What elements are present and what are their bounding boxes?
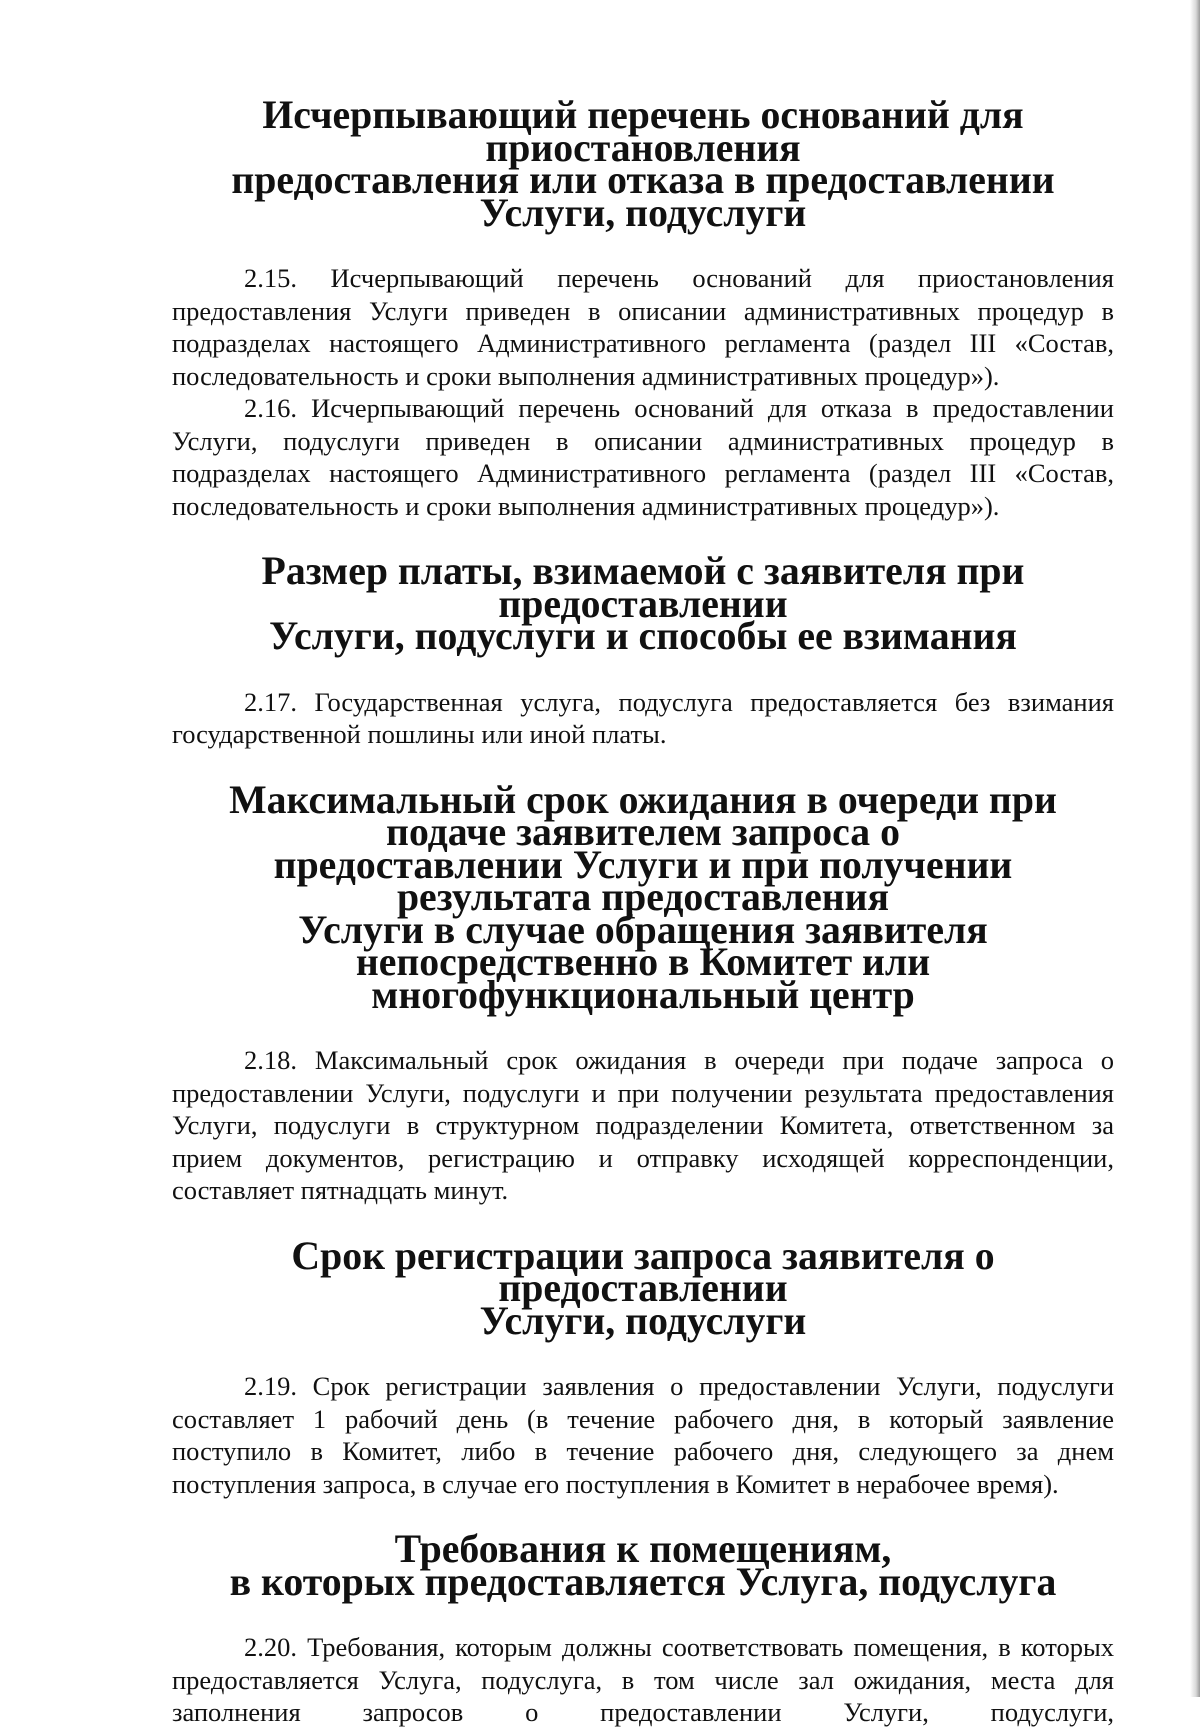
page-edge-shadow [1190, 0, 1200, 1697]
heading-line: Исчерпывающий перечень оснований для приостановления [262, 93, 1024, 170]
section-heading-queue-time [172, 777, 1114, 1017]
paragraph-2-19: 2.19. Срок регистрации заявления о предоставлении Услуги, подуслуги составляет 1 рабочий день (в течение рабочего дня, в который заявление поступило в Комитет, либо в течение рабочего дня, следующего за днем поступления запроса, в случае его поступления в Комитет в нерабочее время). [172, 1371, 1114, 1499]
heading-line: Требования к помещениям, [394, 1527, 892, 1571]
heading-line: Размер платы, взимаемой с заявителя при предоставлении [261, 549, 1025, 626]
section-heading-premises-requirements [172, 1527, 1114, 1604]
heading-line: Максимальный срок ожидания в очереди при подаче заявителем запроса о [229, 777, 1057, 854]
paragraph-2-17: 2.17. Государственная услуга, подуслуга предоставляется без взимания государственной пошлины или иной платы. [172, 686, 1114, 749]
heading-line: Услуги, подуслуги и способы ее взимания [269, 614, 1017, 658]
heading-line: в которых предоставляется Услуга, подуслуга [229, 1559, 1057, 1604]
heading-line: Услуги, подуслуги [479, 1298, 807, 1343]
heading-line: многофункциональный центр [371, 972, 915, 1017]
paragraph-2-16: 2.16. Исчерпывающий перечень оснований для отказа в предоставлении Услуги, подуслуги приведен в описании административных процедур в подразделах настоящего Административного регламента (раздел III «Состав, последовательность и сроки выполнения административных процедур»). [172, 393, 1114, 521]
paragraph-2-15: 2.15. Исчерпывающий перечень оснований для приостановления предоставления Услуги приведен в описании административных процедур в подразделах настоящего Административного регламента (раздел III «Состав, последовательность и сроки выполнения административных процедур»). [172, 263, 1114, 391]
heading-line: предоставления или отказа в предоставлении Услуги, подуслуги [231, 158, 1055, 235]
heading-line: предоставлении Услуги и при получении результата предоставления [273, 842, 1013, 919]
heading-line: Срок регистрации запроса заявителя о предоставлении [291, 1233, 995, 1310]
document-body [172, 93, 1114, 1729]
section-heading-fee [172, 549, 1114, 658]
section-heading-registration-term [172, 1233, 1114, 1343]
paragraph-2-20: 2.20. Требования, которым должны соответствовать помещения, в которых предоставляется Услуга, подуслуга, в том числе зал ожидания, места для заполнения запросов о предоставлении Услуги, подуслуги, [172, 1632, 1114, 1727]
section-heading-suspension-grounds [172, 93, 1114, 235]
paragraph-2-18: 2.18. Максимальный срок ожидания в очереди при подаче запроса о предоставлении Услуги, подуслуги и при получении результата предоставления Услуги, подуслуги в структурном подразделении Комитета, ответственном за прием документов, регистрацию и отправку исходящей корреспонденции, составляет пятнадцать минут. [172, 1045, 1114, 1205]
heading-line: Услуги в случае обращения заявителя непосредственно в Комитет или [298, 907, 988, 984]
